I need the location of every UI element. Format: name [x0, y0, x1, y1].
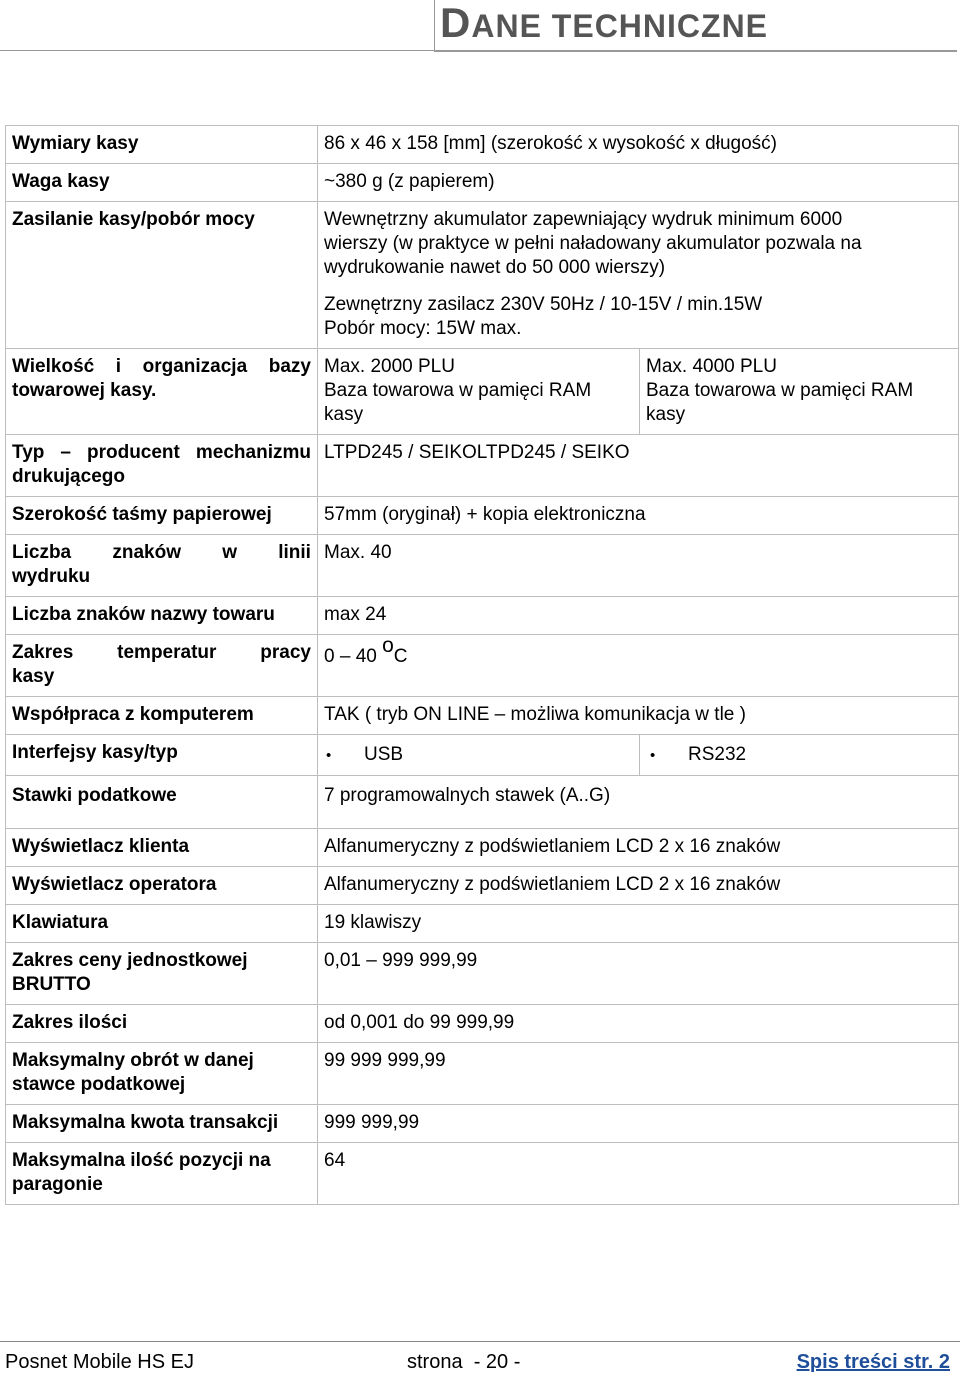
- spec-label: [6, 1143, 318, 1205]
- label-line: paragonie: [12, 1174, 103, 1195]
- spec-value: 19 klawiszy: [318, 905, 959, 943]
- value-line: Zewnętrzny zasilacz 230V 50Hz / 10-15V / min.15W: [324, 294, 763, 315]
- spec-value: 86 x 46 x 158 [mm] (szerokość x wysokość x długość): [318, 126, 959, 164]
- table-row: [6, 829, 959, 867]
- spec-label: Maksymalna kwota transakcji: [6, 1105, 318, 1143]
- value-line: kasy: [324, 404, 364, 425]
- label-word: producent: [86, 442, 180, 463]
- label-word: linii: [278, 542, 311, 563]
- spec-label: Waga kasy: [6, 164, 318, 202]
- footer-page-number: strona - 20 -: [407, 1351, 521, 1373]
- table-row: [6, 349, 959, 435]
- table-row: [6, 735, 959, 776]
- page-title-rest: ANE TECHNICZNE: [471, 8, 769, 44]
- label-line: Maksymalna ilość pozycji na: [12, 1150, 271, 1171]
- label-line: BRUTTO: [12, 974, 91, 995]
- label-word: mechanizmu: [195, 442, 311, 463]
- label-line: [12, 355, 311, 379]
- spec-value: 57mm (oryginał) + kopia elektroniczna: [318, 497, 959, 535]
- table-row: [6, 1105, 959, 1143]
- label-line: towarowej kasy.: [12, 380, 157, 401]
- spec-label: [6, 435, 318, 497]
- bullet-icon: •: [650, 747, 656, 764]
- table-row: [6, 697, 959, 735]
- spec-value: TAK ( tryb ON LINE – możliwa komunikacja w tle ): [318, 697, 959, 735]
- value-line: Wewnętrzny akumulator zapewniający wydruk minimum 6000: [324, 209, 843, 230]
- label-word: Typ: [12, 442, 45, 463]
- value-line: Max. 4000 PLU: [646, 356, 777, 377]
- table-row: [6, 905, 959, 943]
- label-line: Zakres ceny jednostkowej: [12, 950, 248, 971]
- spec-label: Współpraca z komputerem: [6, 697, 318, 735]
- spec-value: 0,01 – 999 999,99: [318, 943, 959, 1005]
- value-line: wydrukowanie nawet do 50 000 wierszy): [324, 257, 666, 278]
- spec-value: ~380 g (z papierem): [318, 164, 959, 202]
- spec-value: od 0,001 do 99 999,99: [318, 1005, 959, 1043]
- spec-value: [640, 349, 959, 435]
- spec-table: [5, 125, 959, 1205]
- table-row: [6, 1005, 959, 1043]
- spec-label: Stawki podatkowe: [6, 776, 318, 829]
- label-line: kasy: [12, 666, 55, 687]
- spec-label: Zasilanie kasy/pobór mocy: [6, 202, 318, 349]
- spec-value: LTPD245 / SEIKOLTPD245 / SEIKO: [318, 435, 959, 497]
- label-line: [12, 441, 311, 465]
- table-row: [6, 943, 959, 1005]
- label-word: pracy: [260, 642, 311, 663]
- spec-label: Wyświetlacz klienta: [6, 829, 318, 867]
- table-row: [6, 435, 959, 497]
- value-line: wierszy (w praktyce w pełni naładowany akumulator pozwala na: [324, 233, 862, 254]
- label-line: drukującego: [12, 466, 125, 487]
- table-row: [6, 126, 959, 164]
- label-line: [12, 541, 311, 565]
- label-line: Maksymalny obrót w danej: [12, 1050, 254, 1071]
- table-row: [6, 776, 959, 829]
- footer: [5, 1351, 950, 1379]
- spec-value: [318, 202, 959, 349]
- spec-label: Zakres ilości: [6, 1005, 318, 1043]
- spec-value: [318, 735, 640, 776]
- label-word: bazy: [268, 356, 311, 377]
- spec-value: 99 999 999,99: [318, 1043, 959, 1105]
- temperature-range: 0 – 40: [324, 646, 383, 667]
- label-word: Wielkość: [12, 356, 95, 377]
- header-rule: [0, 0, 434, 51]
- label-word: Zakres: [12, 642, 74, 663]
- spec-value: [318, 635, 959, 697]
- spec-label: Liczba znaków nazwy towaru: [6, 597, 318, 635]
- spec-label: [6, 1043, 318, 1105]
- spec-value: [640, 735, 959, 776]
- label-word: Liczba: [12, 542, 72, 563]
- label-line: stawce podatkowej: [12, 1074, 186, 1095]
- table-row: [6, 164, 959, 202]
- label-line: [12, 641, 311, 665]
- interface-usb: USB: [364, 744, 404, 765]
- label-word: temperatur: [117, 642, 217, 663]
- spec-label: Klawiatura: [6, 905, 318, 943]
- spec-label: [6, 349, 318, 435]
- table-row: [6, 867, 959, 905]
- spec-label: Wymiary kasy: [6, 126, 318, 164]
- page-title: [440, 2, 768, 44]
- spec-value: [318, 349, 640, 435]
- spec-label: [6, 535, 318, 597]
- label-word: w: [222, 542, 237, 563]
- toc-link[interactable]: Spis treści str. 2: [796, 1351, 950, 1373]
- page-title-initial: D: [440, 0, 472, 46]
- label-word: znaków: [112, 542, 181, 563]
- degree-sign: o: [382, 634, 394, 657]
- spec-value: Max. 40: [318, 535, 959, 597]
- spec-value: max 24: [318, 597, 959, 635]
- table-row: [6, 635, 959, 697]
- table-row: [6, 597, 959, 635]
- value-line: kasy: [646, 404, 686, 425]
- table-row: [6, 535, 959, 597]
- footer-rule: [0, 1341, 960, 1342]
- table-row: [6, 1043, 959, 1105]
- interface-rs232: RS232: [688, 744, 747, 765]
- label-word: –: [60, 442, 71, 463]
- value-line: Baza towarowa w pamięci RAM: [646, 380, 914, 401]
- bullet-icon: •: [326, 747, 332, 764]
- label-word: i: [115, 356, 122, 377]
- spec-label: [6, 943, 318, 1005]
- spec-value: 999 999,99: [318, 1105, 959, 1143]
- spec-value: Alfanumeryczny z podświetlaniem LCD 2 x 16 znaków: [318, 829, 959, 867]
- table-row: [6, 202, 959, 349]
- value-line: Pobór mocy: 15W max.: [324, 318, 522, 339]
- value-line: Max. 2000 PLU: [324, 356, 455, 377]
- spec-label: Wyświetlacz operatora: [6, 867, 318, 905]
- table-row: [6, 497, 959, 535]
- footer-product: Posnet Mobile HS EJ: [5, 1351, 194, 1373]
- value-line: Baza towarowa w pamięci RAM: [324, 380, 592, 401]
- label-line: wydruku: [12, 566, 91, 587]
- spec-label: [6, 635, 318, 697]
- spec-value: Alfanumeryczny z podświetlaniem LCD 2 x 16 znaków: [318, 867, 959, 905]
- spec-value: 64: [318, 1143, 959, 1205]
- spec-label: Szerokość taśmy papierowej: [6, 497, 318, 535]
- title-box: [434, 0, 957, 52]
- label-word: organizacja: [142, 356, 248, 377]
- temperature-unit: C: [393, 646, 408, 667]
- spec-value: 7 programowalnych stawek (A..G): [318, 776, 959, 829]
- table-row: [6, 1143, 959, 1205]
- spec-label: Interfejsy kasy/typ: [6, 735, 318, 776]
